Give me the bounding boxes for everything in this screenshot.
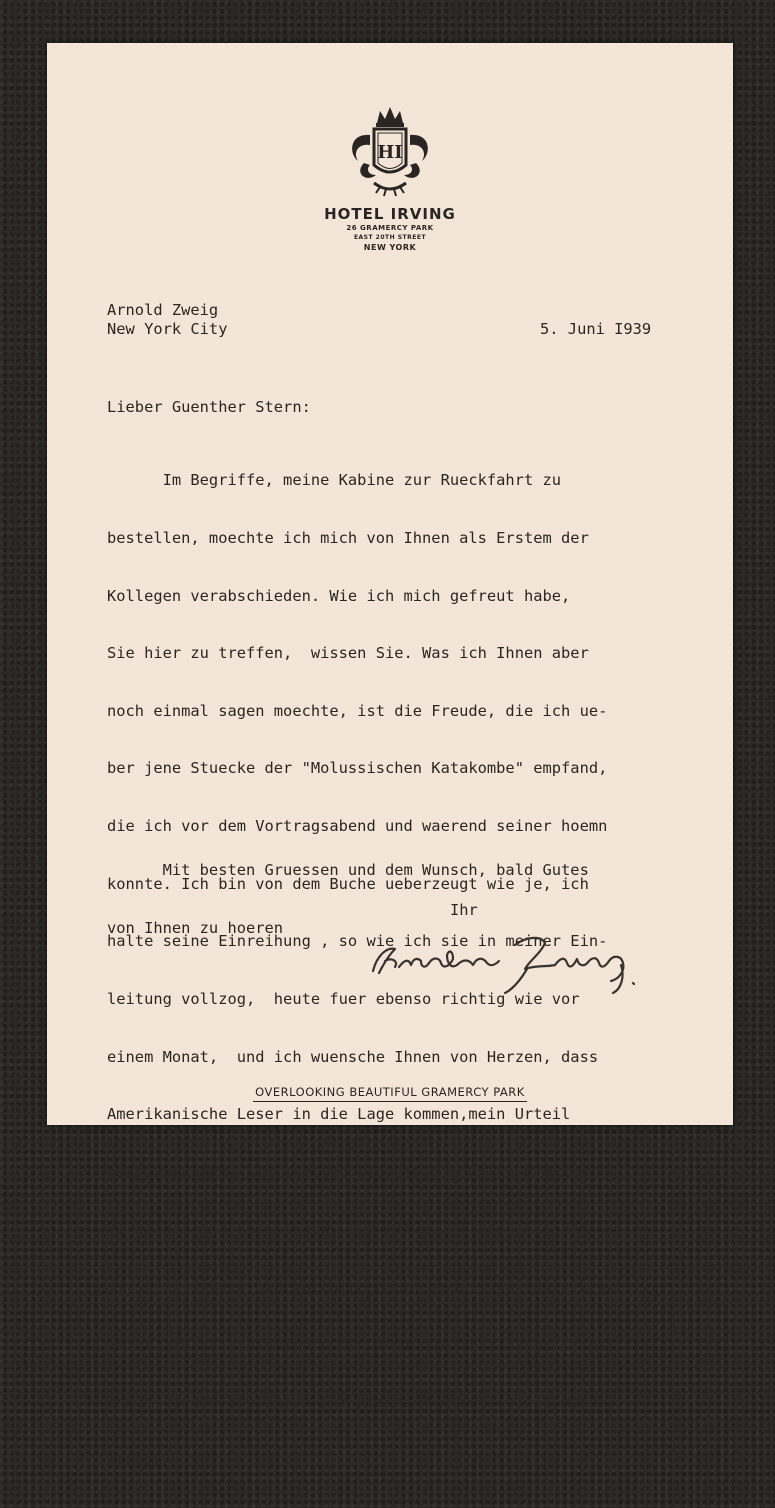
letterhead (47, 103, 733, 252)
body-line: einem Monat, und ich wuensche Ihnen von Herzen, dass (107, 1047, 599, 1066)
salutation: Lieber Guenther Stern: (107, 398, 311, 416)
hotel-address-line-1: 26 GRAMERCY PARK (346, 224, 434, 232)
body-line: bestellen, moechte ich mich von Ihnen als Erstem der (107, 529, 589, 548)
body-line: ber jene Stuecke der "Molussischen Katakombe" empfand, (107, 759, 608, 778)
body-line: nachzupruefen. Sie stellen sich in die Reihe grosser (107, 1162, 589, 1181)
body-line: Kollegen verabschieden. Wie ich mich gefreut habe, (107, 586, 571, 605)
letter-page (47, 43, 733, 1469)
closing-line: von Ihnen zu hoeren (107, 919, 284, 938)
sender-city: New York City (107, 320, 228, 339)
body-line: druecke. (107, 1450, 182, 1469)
body-line: Ihnen, indem ich Ihnen zum Abschied herzlich die Hand (107, 1393, 599, 1412)
closing-word: Ihr (450, 901, 478, 919)
hotel-crest-icon (340, 103, 440, 203)
sender-name: Arnold Zweig (107, 301, 219, 319)
handwritten-signature (365, 921, 655, 1001)
body-line: Im Begriffe, meine Kabine zur Rueckfahrt zu (107, 471, 562, 490)
body-line: konnte. Ich bin von dem Buche ueberzeugt wie je, ich (107, 874, 589, 893)
body-line: noch einmal sagen moechte, ist die Freude, die ich ue- (107, 701, 608, 720)
sender-block (107, 301, 227, 339)
letterhead-footer (47, 1083, 733, 1101)
body-line: Amerikanische Leser in die Lage kommen,mein Urteil (107, 1105, 571, 1124)
svg-text:HI: HI (377, 142, 403, 163)
body-line: halte seine Einreihung , so wie ich sie in meiner Ein- (107, 932, 608, 951)
body-line: mit Lichtenberg und Voltaire nicht endet. Und da ich xw (107, 1277, 617, 1296)
body-line: leitung vollzog, heute fuer ebenso richtig wie vor (107, 989, 580, 1008)
footer-text: OVERLOOKING BEAUTIFUL GRAMERCY PARK (253, 1085, 527, 1102)
body-line: weiss, welch ein Ansporn das fuer Sie ist, sage ich es (107, 1335, 608, 1354)
body-line: Vorbilder und Vorgaenger, die mit Swift beginnt, und (107, 1220, 589, 1239)
letter-date: 5. Juni I939 (540, 320, 652, 338)
hotel-address-line-3: NEW YORK (363, 243, 417, 252)
closing-line: Mit besten Gruessen und dem Wunsch, bald Gutes (107, 861, 589, 880)
body-line: die ich vor dem Vortragsabend und waerend seiner hoemn (107, 817, 608, 836)
hotel-address-line-2: EAST 20TH STREET (353, 234, 427, 241)
body-line: Sie hier zu treffen, wissen Sie. Was ich Ihnen aber (107, 644, 589, 663)
hotel-name: HOTEL IRVING (324, 205, 456, 223)
